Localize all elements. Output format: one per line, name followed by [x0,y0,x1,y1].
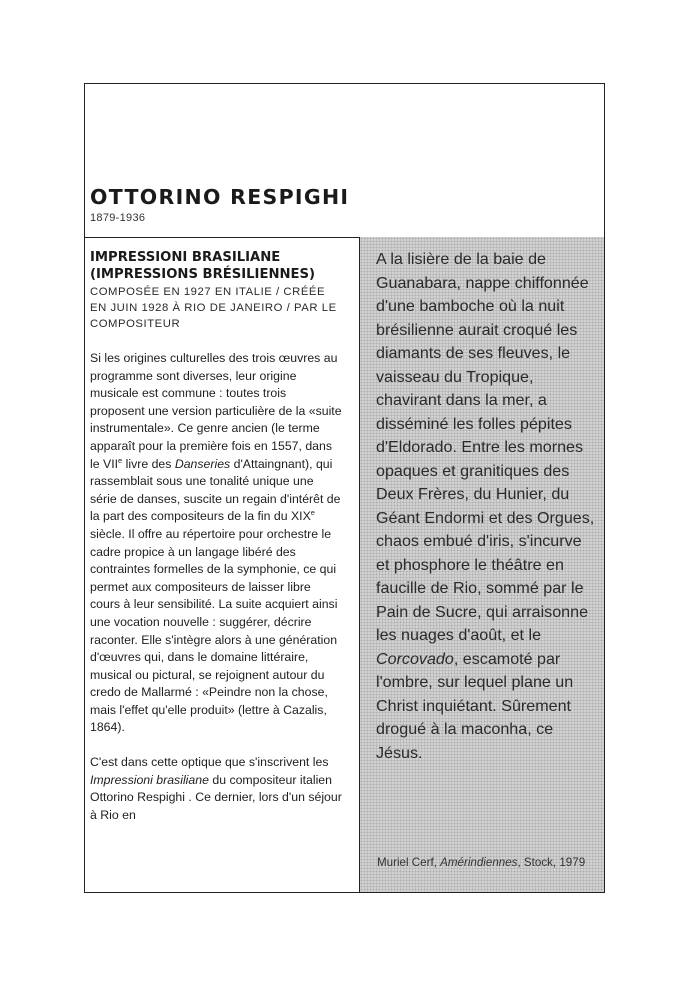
p2-text-a: C'est dans cette optique que s'inscrivent les [90,755,329,770]
p1-text-c: d'Attaingnant), qui rassemblait sous une tonalité unique une série de danses, suscite un regain d'intérêt de la part des compositeurs de la fin du XIX [90,456,341,524]
quote-text-b: , escamoté par l'ombre, sur lequel plane un Christ inquiétant. Sûrement drogué à la maconha, ce Jésus. [376,649,574,762]
paragraph-1 [90,350,342,737]
quote-italic-corcovado: Corcovado [376,649,454,668]
p2-italic-title: Impressioni brasiliane [90,772,209,787]
work-subtitle: COMPOSÉE EN 1927 EN ITALIE / CRÉÉE EN JUIN 1928 À RIO DE JANEIRO / PAR LE COMPOSITEUR [90,286,337,330]
p1-text-d: siècle. Il offre au répertoire pour orchestre le cadre propice à un langage libéré des contraintes formelles de la symphonie, ce qui permet aux compositeurs de laisser libre cours à leur sensibilité. La suite acquiert ainsi une vocation nouvelle : suggérer, décrire raconter. Elle s'intègre alors à une génération d'œuvres qui, dans le domaine littéraire, musical ou pictural, se rejoignent autour du credo de Mallarmé : «Peindre non la chose, mais l'effet qu'elle produit» (lettre à Cazalis, 1864). [90,526,338,735]
attribution-book: Amérindiennes [440,856,518,869]
work-title-french: (IMPRESSIONS BRÉSILIENNES) [90,267,316,282]
paragraph-2 [90,754,342,824]
header [85,84,604,238]
program-notes-column [90,249,342,824]
article-frame [84,83,605,893]
quote-panel [359,237,604,892]
work-title [90,249,342,283]
attribution-publisher: , Stock, 1979 [517,856,586,869]
p2-text-b: du compositeur italien Ottorino Respighi . Ce dernier, lors d'un séjour à Rio en [90,772,342,822]
work-title-italian: IMPRESSIONI BRASILIANE [90,250,281,265]
p1-superscript-1: e [118,455,123,465]
p1-text-b: livre des [122,456,175,471]
attribution-author: Muriel Cerf, [377,856,441,869]
p1-italic-danseries: Danseries [174,456,231,471]
composer-dates: 1879-1936 [90,212,146,224]
p1-text-a: Si les origines culturelles des trois œuvres au programme sont diverses, leur origine musicale est commune : toutes trois proposent une version particulière de la «suite instrumentale». Ce genre ancien (le terme apparaît pour la première fois en 1557, dans le VII [90,351,342,471]
quote-attribution [377,851,587,875]
quote-text-a: A la lisière de la baie de Guanabara, nappe chiffonnée d'une bamboche où la nuit brésilienne aurait croqué les diamants de ses fleuves, le vaisseau du Tropique, chavirant dans la mer, a disséminé les folles pépites d'Eldorado. Entre les mornes opaques et granitiques des Deux Frères, du Hunier, du Géant Endormi et des Orgues, chaos embué d'iris, s'incurve et phosphore le théâtre en faucille de Rio, sommé par le Pain de Sucre, qui arraisonne les nuages d'août, et le [376,250,595,644]
composer-name: OTTORINO RESPIGHI [90,185,350,209]
literary-quote [376,248,598,765]
p1-superscript-2: e [310,508,315,518]
